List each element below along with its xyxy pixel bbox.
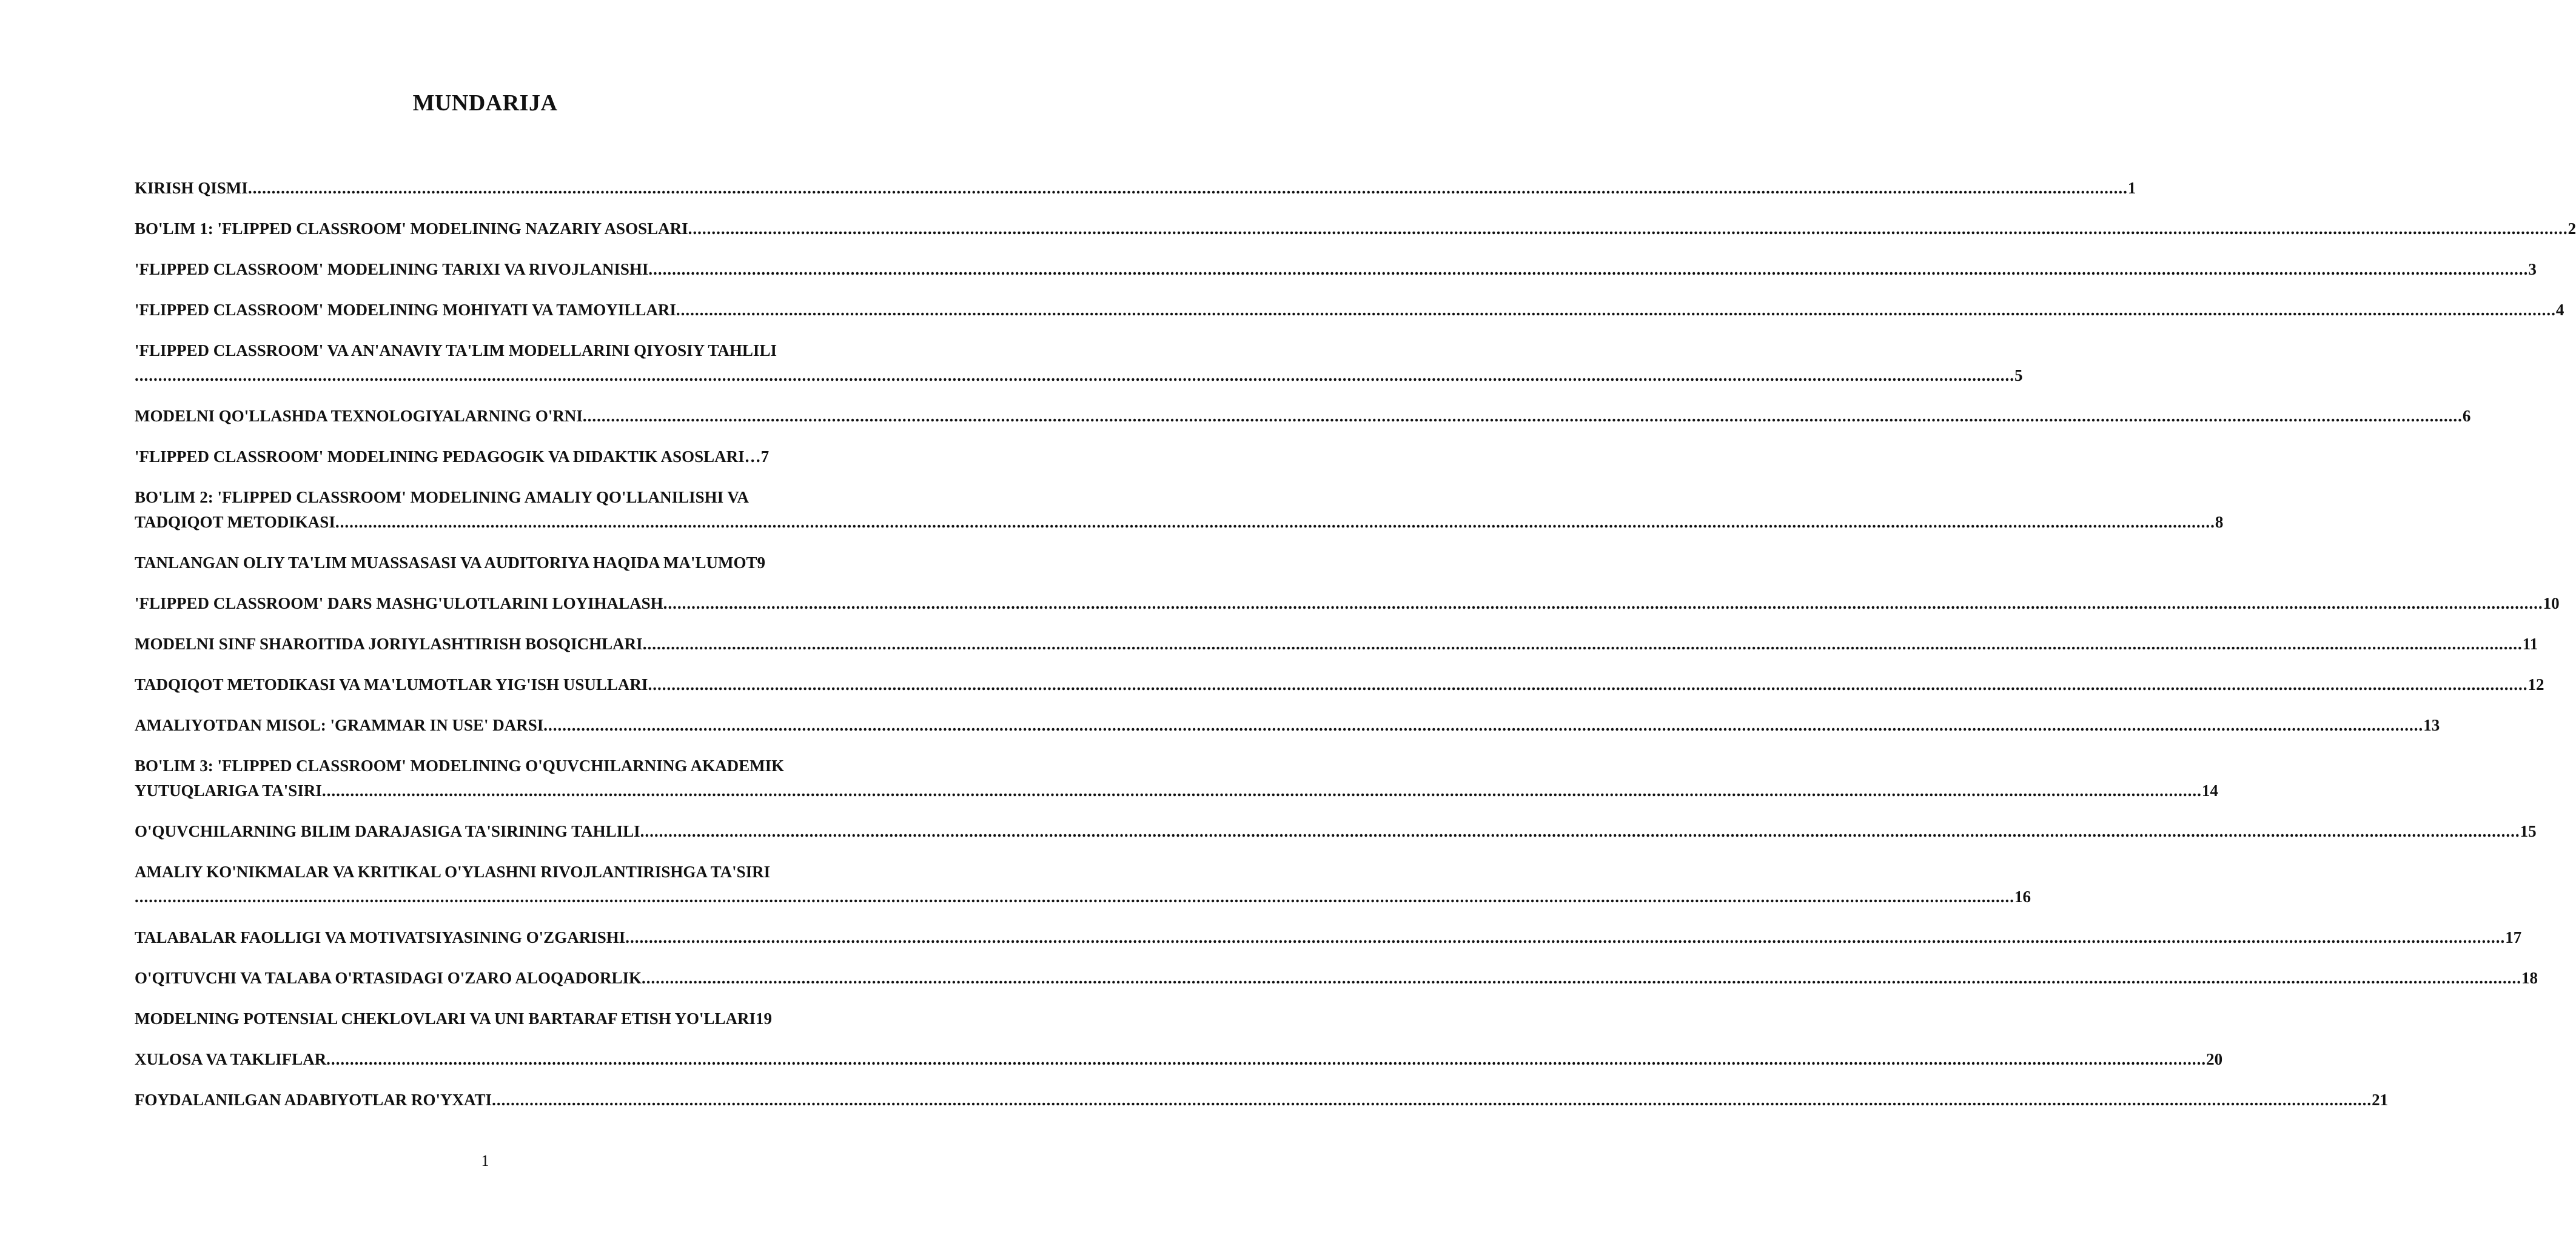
toc-entry-title: FOYDALANILGAN ADABIYOTLAR RO'YXATI (135, 1091, 492, 1109)
toc-dot-leader: ................................................................................................................................................................................................................................................................................................................................................................................................................ (492, 1091, 2372, 1109)
toc-dot-leader: ................................................................................................................................................................................................................................................................................................................................................................................................................ (642, 969, 2521, 987)
toc-entry[interactable] (135, 860, 2031, 909)
toc-entry-title: 'FLIPPED CLASSROOM' VA AN'ANAVIY TA'LIM MODELLARINI QIYOSIY TAHLILI (135, 341, 777, 360)
toc-page-number: 6 (2462, 407, 2471, 425)
toc-entry[interactable] (135, 485, 2224, 535)
toc-page-number: 2 (2568, 219, 2576, 238)
toc-page-number: 5 (2014, 366, 2023, 384)
toc-dot-leader: ................................................................................................................................................................................................................................................................................................................................................................................................................ (247, 179, 2128, 197)
toc-entry-title: KIRISH QISMI (135, 179, 248, 197)
toc-entry-title: BO'LIM 3: 'FLIPPED CLASSROOM' MODELINING O'QUVCHILARNING AKADEMIK (135, 757, 785, 775)
toc-page-number: 21 (2372, 1091, 2389, 1109)
toc-entry[interactable] (135, 819, 2537, 844)
toc-page-number: 3 (2528, 260, 2537, 278)
toc-entry[interactable] (135, 216, 2576, 241)
toc-page-number: 14 (2201, 781, 2218, 800)
toc-entry-title: BO'LIM 2: 'FLIPPED CLASSROOM' MODELINING AMALIY QO'LLANILISHI VA (135, 488, 749, 506)
toc-entry[interactable] (135, 176, 2136, 201)
toc-entry-title: MODELNI QO'LLASHDA TEXNOLOGIYALARNING O'RNI (135, 407, 583, 425)
toc-entry-title: XULOSA VA TAKLIFLAR (135, 1050, 327, 1068)
toc-dot-leader: ................................................................................................................................................................................................................................................................................................................................................................................................................ (135, 888, 2014, 906)
toc-entry-title-cont: TADQIQOT METODIKASI (135, 513, 335, 531)
toc-page-number: 15 (2520, 822, 2537, 840)
toc-page-number: 17 (2505, 928, 2522, 946)
table-of-contents (135, 176, 2576, 1128)
toc-entry[interactable] (135, 298, 2564, 323)
toc-entry[interactable] (135, 444, 876, 469)
toc-page-number: 10 (2543, 594, 2560, 612)
toc-entry-title: 'FLIPPED CLASSROOM' MODELINING TARIXI VA RIVOJLANISHI (135, 260, 649, 278)
toc-entry-title: O'QUVCHILARNING BILIM DARAJASIGA TA'SIRINING TAHLILI (135, 822, 640, 840)
toc-entry[interactable] (135, 925, 2522, 950)
page-title: MUNDARIJA (412, 90, 558, 116)
toc-dot-leader: ................................................................................................................................................................................................................................................................................................................................................................................................................ (135, 366, 2014, 384)
toc-entry-title: O'QITUVCHI VA TALABA O'RTASIDAGI O'ZARO ALOQADORLIK (135, 969, 642, 987)
toc-page-number: 4 (2555, 301, 2564, 319)
toc-dot-leader: ................................................................................................................................................................................................................................................................................................................................................................................................................ (326, 1050, 2207, 1068)
toc-entry-title: TALABALAR FAOLLIGI VA MOTIVATSIYASINING O'ZGARISHI (135, 928, 626, 946)
toc-entry[interactable] (135, 672, 2544, 697)
toc-dot-leader: ................................................................................................................................................................................................................................................................................................................................................................................................................ (642, 635, 2523, 653)
toc-entry-title: AMALIYOTDAN MISOL: 'GRAMMAR IN USE' DARSI (135, 716, 544, 734)
toc-entry-title: 'FLIPPED CLASSROOM' MODELINING PEDAGOGIK VA DIDAKTIK ASOSLARI (135, 447, 745, 466)
toc-page-number: 13 (2423, 716, 2440, 734)
toc-page-number: 18 (2521, 969, 2538, 987)
toc-entry[interactable] (135, 338, 2023, 388)
toc-page-number: 20 (2206, 1050, 2223, 1068)
toc-entry-title: 'FLIPPED CLASSROOM' DARS MASHG'ULOTLARINI LOYIHALASH (135, 594, 663, 612)
toc-entry-title: TADQIQOT METODIKASI VA MA'LUMOTLAR YIG'ISH USULLARI (135, 675, 648, 694)
toc-dot-leader: ................................................................................................................................................................................................................................................................................................................................................................................................................ (625, 928, 2506, 946)
toc-entry[interactable] (135, 551, 876, 575)
toc-entry[interactable] (135, 966, 2538, 991)
toc-page-number: 8 (2215, 513, 2224, 531)
toc-entry[interactable] (135, 257, 2537, 282)
toc-entry[interactable] (135, 1088, 2389, 1113)
toc-dot-leader: ................................................................................................................................................................................................................................................................................................................................................................................................................ (688, 219, 2568, 238)
toc-entry[interactable] (135, 1047, 2223, 1072)
toc-page-number: 7 (760, 447, 770, 466)
toc-dot-leader: ................................................................................................................................................................................................................................................................................................................................................................................................................ (648, 260, 2529, 278)
toc-entry[interactable] (135, 713, 2440, 738)
toc-entry[interactable] (135, 404, 2471, 429)
toc-dot-leader: ................................................................................................................................................................................................................................................................................................................................................................................................................ (321, 781, 2202, 800)
toc-dot-leader: ................................................................................................................................................................................................................................................................................................................................................................................................................ (676, 301, 2556, 319)
toc-entry-title: BO'LIM 1: 'FLIPPED CLASSROOM' MODELINING NAZARIY ASOSLARI (135, 219, 688, 238)
toc-entry-title: TANLANGAN OLIY TA'LIM MUASSASASI VA AUDITORIYA HAQIDA MA'LUMOT (135, 554, 757, 572)
toc-entry-title: MODELNI SINF SHAROITIDA JORIYLASHTIRISH BOSQICHLARI (135, 635, 643, 653)
toc-dot-leader: ................................................................................................................................................................................................................................................................................................................................................................................................................ (335, 513, 2215, 531)
toc-dot-leader: ................................................................................................................................................................................................................................................................................................................................................................................................................ (582, 407, 2463, 425)
toc-page-number: 11 (2522, 635, 2538, 653)
toc-dot-leader: ................................................................................................................................................................................................................................................................................................................................................................................................................ (543, 716, 2424, 734)
toc-entry-title: 'FLIPPED CLASSROOM' MODELINING MOHIYATI VA TAMOYILLARI (135, 301, 676, 319)
toc-page-number: 19 (756, 1009, 772, 1028)
toc-dot-leader: ................................................................................................................................................................................................................................................................................................................................................................................................................ (640, 822, 2520, 840)
toc-ellipsis: … (744, 447, 761, 466)
toc-entry[interactable] (135, 1006, 876, 1031)
toc-page-number: 16 (2014, 888, 2031, 906)
toc-entry-title-cont: YUTUQLARIGA TA'SIRI (135, 781, 322, 800)
toc-page-number: 9 (757, 554, 765, 572)
toc-entry-title: AMALIY KO'NIKMALAR VA KRITIKAL O'YLASHNI RIVOJLANTIRISHGA TA'SIRI (135, 863, 771, 881)
toc-entry[interactable] (135, 754, 2218, 803)
toc-page-number: 1 (2127, 179, 2136, 197)
toc-entry-title: MODELNING POTENSIAL CHEKLOVLARI VA UNI BARTARAF ETISH YO'LLARI (135, 1009, 756, 1028)
toc-dot-leader: ................................................................................................................................................................................................................................................................................................................................................................................................................ (663, 594, 2543, 612)
page-number: 1 (481, 1152, 489, 1170)
toc-dot-leader: ................................................................................................................................................................................................................................................................................................................................................................................................................ (648, 675, 2528, 694)
toc-page-number: 12 (2527, 675, 2544, 694)
toc-entry[interactable] (135, 591, 2560, 616)
toc-entry[interactable] (135, 632, 2538, 657)
